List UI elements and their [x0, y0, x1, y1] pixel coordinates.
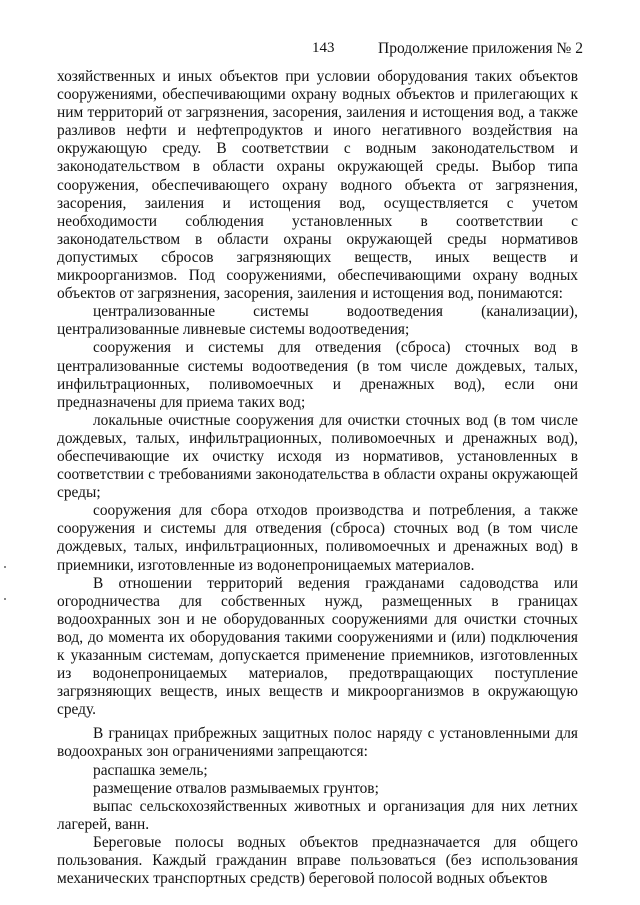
list-item-centralized-systems: централизованные системы водоотведения (канализации), централизованные ливневые системы водоотведения;	[57, 303, 578, 339]
list-item-grazing: выпас сельскохозяйственных животных и организация для них летних лагерей, ванн.	[57, 797, 578, 833]
paragraph-continuation: хозяйственных и иных объектов при условии оборудования таких объектов сооружениями, обеспечивающими охрану водных объектов и прилегающих к ним территорий от загрязнения, засорения, заиления и истощения вод, а также разливов нефти и нефтепродуктов и иного негативного воздействия на окружающую среду. В соответствии с водным законодательством и законодательством в области охраны окружающей среды. Выбор типа сооружения, обеспечивающего охрану водного объекта от загрязнения, засорения, заиления и истощения вод, осуществляется с учетом необходимости соблюдения установленных в соответствии с законодательством в области охраны окружающей среды нормативов допустимых сбросов загрязняющих веществ, иных веществ и микроорганизмов. Под сооружениями, обеспечивающими охрану водных объектов от загрязнения, засорения, заиления и истощения вод, понимаются:	[57, 68, 578, 303]
list-item-plowing: распашка земель;	[93, 761, 208, 779]
paragraph-gardening-territories: В отношении территорий ведения гражданами садоводства или огородничества для собственных нужд, размещенных в границах водоохранных зон и не оборудованных сооружениями для очистки сточных вод, до момента их оборудования такими сооружениями и (или) подключения к указанным системам, допускается применение приемников, изготовленных из водонепроницаемых материалов, предотвращающих поступление загрязняющих веществ, иных веществ и микроорганизмов в окружающую среду.	[57, 574, 578, 719]
list-item-discharge-systems: сооружения и системы для отведения (сброса) сточных вод в централизованные системы водоотведения (в том числе дождевых, талых, инфильтрационных, поливомоечных и дренажных вод), если они предназначены для приема таких вод;	[57, 339, 578, 411]
page-number: 143	[312, 40, 335, 56]
paragraph-shore-strips: Береговые полосы водных объектов предназначается для общего пользования. Каждый гражданин вправе пользоваться (без использования механических транспортных средств) береговой полосой водных объектов	[57, 833, 578, 888]
paragraph-coastal-strips: В границах прибрежных защитных полос наряду с установленными для водоохраных зон ограничениями запрещаются:	[57, 725, 578, 761]
list-item-dumps: размещение отвалов размываемых грунтов;	[93, 779, 379, 797]
scan-speck	[4, 598, 6, 600]
appendix-label: Продолжение приложения № 2	[378, 40, 583, 57]
list-item-waste-collection: сооружения для сбора отходов производства и потребления, а также сооружения и системы для отведения (сброса) сточных вод (в том числе дождевых, талых, инфильтрационных, поливомоечных и дренажных вод) в приемники, изготовленные из водонепроницаемых материалов.	[57, 502, 578, 574]
document-body	[57, 68, 578, 888]
page-header	[0, 40, 640, 60]
list-item-local-treatment: локальные очистные сооружения для очистки сточных вод (в том числе дождевых, талых, инфильтрационных, поливомоечных и дренажных вод), обеспечивающие их очистку исходя из нормативов, установленных в соответствии с требованиями законодательства в области охраны окружающей среды;	[57, 411, 578, 502]
scan-speck	[4, 566, 6, 568]
